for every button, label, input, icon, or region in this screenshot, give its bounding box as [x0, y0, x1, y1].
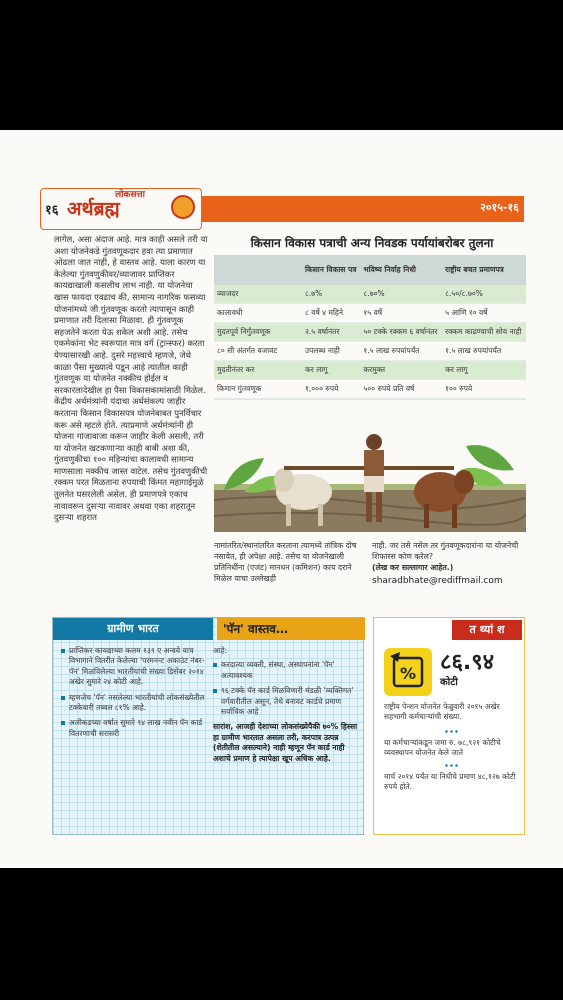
table-cell: ५० टक्के रक्कम ६ वर्षानंतर: [360, 323, 442, 342]
table-row: [214, 323, 526, 342]
table-cell: ५०० रुपये प्रति वर्ष: [360, 380, 442, 399]
continuation-text-right: नाही. जर तसे नसेल तर गुंतवणूकदारांना या योजनेची शिफारस कोण करेल?: [372, 541, 519, 561]
list-item: ९६ टक्के पॅन कार्ड मिळविणारी मंडळी 'व्यक्तिगत' वर्गवारीतील असून, तेथे बनावट कार्डचे प्रमाण सर्वाधिक आहे: [213, 686, 359, 717]
pan-reality-heading: 'पॅन' वास्तव…: [217, 618, 365, 640]
brand-title: अर्थब्रह्म: [67, 198, 120, 220]
section-logo: [40, 188, 202, 230]
table-cell: १,००० रुपये: [302, 380, 360, 399]
issue-year: २०१५-१६: [480, 201, 519, 214]
table-cell: १०० रुपये: [442, 380, 526, 399]
facts-number: ८६.९४: [440, 650, 495, 675]
table-header-cell: राष्ट्रीय बचत प्रमाणपत्र: [442, 255, 526, 285]
table-cell: कालावधी: [214, 304, 302, 323]
list-item: म्हणजेच 'पॅन' नसलेल्या भारतीयांची लोकसंख्येतील टक्केवारी तब्बल ८१% आहे.: [61, 693, 207, 714]
article-left-column: [54, 234, 208, 524]
continuation-text-left: नामांतरित/स्थानांतरित करताना त्यामध्ये तांत्रिक दोष नसावेत, ही अपेक्षा आहे. तसेच या योजनेखाली प्रतिनिधींना (एजंट) मानधन (कमिशन) काय दराने मिळेल याचा उल्लेखही: [214, 541, 357, 583]
farmer-oxen-illustration: [214, 400, 526, 532]
table-cell: किमान गुंतवणूक: [214, 380, 302, 399]
table-header-row: [214, 255, 526, 285]
facts-unit: कोटी: [440, 677, 458, 688]
table-cell: ८.५०/८.७०%: [442, 285, 526, 304]
table-cell: २.५ वर्षानंतर: [302, 323, 360, 342]
dots-divider: [444, 730, 460, 733]
emblem-icon: [171, 195, 195, 219]
table-cell: करमुक्त: [360, 361, 442, 380]
page-number: १६: [45, 203, 59, 218]
facts-text-1: राष्ट्रीय पेन्शन योजनेत फेब्रुवारी २०१५ अखेर सहभागी कर्मचाऱ्यांची संख्या.: [384, 702, 500, 722]
facts-text-2: या कर्मचाऱ्यांकडून जमा रु. ७८,९२१ कोटीचे व्यवस्थापन योजनेत केले जाते: [384, 738, 501, 758]
rural-right-column: [213, 646, 359, 764]
table-header-cell: भविष्य निर्वाह निधी: [360, 255, 442, 285]
table-row: [214, 342, 526, 361]
table-cell: ५ आणि १० वर्षे: [442, 304, 526, 323]
author-email: sharadbhate@rediffmail.com: [372, 576, 503, 586]
percent-tag-icon: [384, 648, 432, 696]
list-item: करदात्या व्यक्ती, संस्था, अस्थापनांना 'पॅन' अत्यावश्यक: [213, 660, 359, 681]
right-intro: आहे:: [213, 646, 228, 655]
dots-divider: [444, 764, 460, 767]
rural-india-heading: ग्रामीण भारत: [53, 618, 213, 640]
table-cell: कर लागू: [302, 361, 360, 380]
table-header-cell: [214, 255, 302, 285]
author-byline: (लेख कर सल्लागार आहेत.): [372, 563, 454, 572]
facts-box: [373, 617, 525, 835]
rural-left-column: [61, 646, 207, 744]
article-text: लागेल, असा अंदाज आहे. मात्र काही असले तरी या अशा योजनेकडे गुंतवणूकदार हवा त्या प्रमाणात ओढला जात नाही, हे वास्तव आहे. याला कारण या केलेल्या गुंतवणुकीवर/व्याजावर प्राप्तिकर कायद्याखाली कसलीच लाभ नाही. या योजनेचा खास फायदा एवढाच की, सामान्य नागरिक फसव्या योजनांमध्ये जी गुंतवणूक करतो त्यापासून काही प्रमाणात तरी दिलासा मिळावा. ही गुंतवणूक सहजतेने करता येऊ शकेल अशी आहे. तसेच एकमेकांना भेट स्वरूपात मात्र वर्ग (ट्रान्स्फर) करता येण्यासारखी आहे. दुसरे महत्त्वाचे म्हणजे, जेथे काळा पैसा मुख्यात्वे पडून आहे त्यातील काही गुंतवणूक या योजनेत नक्कीच होईल व सरकारलादेखील हा पैसा विकासकामांसाठी मिळेल. केंद्रीय अर्थमंत्र्यांनी यंदाचा अर्थसंकल्प जाहीर करताना किसान विकासपत्र योजनेबाबत पुनर्विचार करू असे म्हटले होते. त्याप्रमाणे अर्थमंत्र्यांनी ही योजना गाजावाजा करून जाहीर केली असली, तरी या योजनेत खटकणाऱ्या काही बाबी अशा की, गुंतवणुकीचा १०० महिन्यांचा कालावधी सामान्य माणसाला नक्कीच जास्त वाटेल. तसेच गुंतवणुकीची रक्कम परत मिळताना रुपयाची किंमत महागाईमुळे तुलनेत घसरलेली असेल. ही प्रमाणपत्रे एकाच नावावरून दुसऱ्या नावावर अथवा एका शहरातून दुसऱ्या शहरात: [54, 234, 208, 523]
table-cell: मुदतपूर्व निर्गुंतवणूक: [214, 323, 302, 342]
article-continuation-left: [214, 540, 364, 584]
table-cell: व्याजदर: [214, 285, 302, 304]
table-cell: मुदतीनंतर कर: [214, 361, 302, 380]
table-title: किसान विकास पत्राची अन्य निवडक पर्यायांबरोबर तुलना: [250, 236, 494, 250]
comparison-table: [214, 255, 526, 418]
table-cell: ८ वर्षे ४ महिने: [302, 304, 360, 323]
list-item: प्राप्तिकर कायद्याच्या कलम १३९ ए अन्वये याच विभागाने वितरीत केलेल्या 'परमनन्ट अकाउंट नंबर- पॅन' मिळविलेल्या भारतीयांची संख्या डिसेंबर २०१४ अखेर सुमारे २४ कोटी आहे.: [61, 646, 207, 688]
table-row: [214, 361, 526, 380]
table-cell: १.५ लाख रुपयांपर्यंत: [442, 342, 526, 361]
table-cell: ८.७०%: [360, 285, 442, 304]
table-cell: रक्कम काढण्याची सोय नाही: [442, 323, 526, 342]
brand-small-label: लोकसत्ता: [115, 190, 145, 200]
facts-heading: त थ्यां श: [452, 620, 522, 640]
table-row: [214, 304, 526, 323]
svg-text:%: %: [399, 664, 417, 683]
table-cell: १५ वर्षे: [360, 304, 442, 323]
table-header-cell: किसान विकास पत्र: [302, 255, 360, 285]
table-row: [214, 380, 526, 399]
table-cell: १.५ लाख रुपयांपर्यंत: [360, 342, 442, 361]
table-cell: उपलब्ध नाही: [302, 342, 360, 361]
table-cell: कर लागू: [442, 361, 526, 380]
rural-india-box: [52, 617, 364, 835]
table-cell: ८.७%: [302, 285, 360, 304]
list-item: अलीकडच्या वर्षात सुमारे ९४ लाख नवीन पॅन कार्ड वितरणाची सरासरी: [61, 718, 207, 739]
rural-conclusion: सारांश, आजही देशाच्या लोकसंख्येपैकी ७०% हिस्सा हा ग्रामीण भारतात असला तरी, करपात्र उत्पन्न (शेतीतील असल्याने) नाही म्हणून पॅन कार्ड नाही अशाचे प्रमाण हे त्यापेक्षा खूप अधिक आहे.: [213, 722, 358, 763]
article-continuation-right: [372, 540, 522, 587]
table-row: [214, 285, 526, 304]
table-cell: ८० सी अंतर्गत वजावट: [214, 342, 302, 361]
facts-text-3: मार्च २०१४ पर्यंत या निधीचे प्रमाण ४८,१२७ कोटी रुपये होते.: [384, 772, 516, 792]
newspaper-page: [0, 130, 563, 868]
